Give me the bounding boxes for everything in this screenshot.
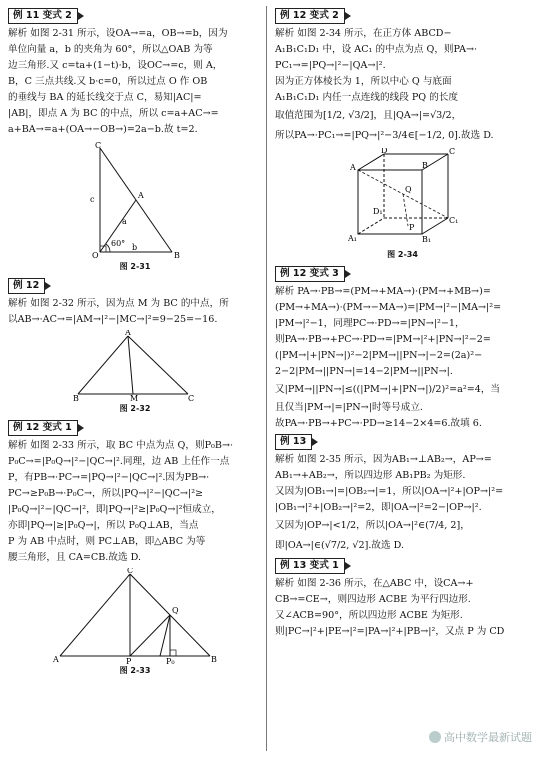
solution-line: 边三角形.又 c=ta+(1−t)·b，设OC→=c，则 A， xyxy=(8,60,223,71)
svg-text:A: A xyxy=(53,655,59,664)
left-column xyxy=(8,6,262,680)
svg-text:a: a xyxy=(122,217,127,226)
solution-line: 又因为|OP→|<1/2，所以|OA→|²∈(7/4, 2]， xyxy=(275,520,470,531)
solution-line: (|PM→|+|PN→|)²−2|PM→||PN→|−2=(2a)²− xyxy=(275,350,483,361)
example-tag: 例 13 变式 1 xyxy=(275,558,345,574)
svg-text:B₁: B₁ xyxy=(421,235,431,244)
solution-line: 解析 PA→·PB→=(PM→+MA→)·(PM→+MB→)= xyxy=(275,286,491,297)
svg-text:Q: Q xyxy=(404,185,412,194)
solution-line: 解析 如图 2-33 所示，取 BC 中点为点 Q，则P₀B→· xyxy=(8,440,234,451)
example-tag: 例 12 变式 1 xyxy=(8,420,78,436)
svg-text:C₁: C₁ xyxy=(448,216,458,225)
example-11-variant-2 xyxy=(8,6,262,272)
svg-text:B: B xyxy=(174,251,180,260)
example-12-variant-1 xyxy=(8,418,262,676)
solution-line: 又因为|OB₁→|=|OB₂→|=1，所以|OA→|²+|OP→|²= xyxy=(275,486,504,497)
example-13-variant-1 xyxy=(275,556,530,640)
svg-text:A: A xyxy=(138,191,144,200)
solution-line: PC₁→=|PQ→|²−|QA→|². xyxy=(275,60,386,71)
solution-line: 亦即|PQ→|≥|P₀Q→|，所以 P₀Q⊥AB，当点 xyxy=(8,520,199,531)
solution-line: a+BA→=a+(OA→−OB→)=2a−b.故 t=2. xyxy=(8,124,198,135)
solution-line: AB₁→+AB₂→，所以四边形 AB₁PB₂ 为矩形. xyxy=(275,470,466,481)
svg-text:C: C xyxy=(188,394,195,402)
column-divider xyxy=(266,6,267,751)
solution-line: 且仅当|PM→|=|PN→|时等号成立. xyxy=(275,402,423,413)
solution-line: |AB|，即点 A 为 BC 的中点，所以 c=a+AC→= xyxy=(8,108,219,119)
solution-line: P 为 AB 中点时，则 PC⊥AB，即△ABC 为等 xyxy=(8,536,206,547)
svg-text:60°: 60° xyxy=(111,239,126,248)
solution-line: 则PA→·PB→+PC→·PD→=|PM→|²+|PN→|²−2= xyxy=(275,334,491,345)
figure-caption: 图 2-33 xyxy=(119,666,151,675)
solution-line: 腰三角形，且 CA=CB.故选 D. xyxy=(8,552,141,563)
example-12-variant-3 xyxy=(275,264,530,432)
svg-text:D: D xyxy=(380,148,387,155)
solution-line: P，有PB→·PC→=|PQ→|²−|QC→|².因为PB→· xyxy=(8,472,210,483)
svg-text:C: C xyxy=(127,568,134,575)
figure-caption: 图 2-34 xyxy=(387,250,418,259)
svg-text:P₀: P₀ xyxy=(166,657,175,664)
svg-text:c: c xyxy=(90,195,95,204)
solution-line: 即|OA→|∈(√7/2, √2].故选 D. xyxy=(275,540,405,551)
solution-line: 解析 如图 2-32 所示，因为点 M 为 BC 的中点，所 xyxy=(8,298,229,309)
solution-line: 的垂线与 BA 的延长线交于点 C，易知|AC|= xyxy=(8,92,202,103)
figure-caption: 图 2-32 xyxy=(119,404,151,413)
figure-caption: 图 2-31 xyxy=(119,262,151,271)
svg-text:B: B xyxy=(211,655,217,664)
example-12 xyxy=(8,276,262,414)
svg-text:b: b xyxy=(132,243,138,252)
solution-line: 因为正方体棱长为 1，所以中心 Q 与底面 xyxy=(275,76,452,87)
example-12-variant-2 xyxy=(275,6,530,260)
example-tag: 例 11 变式 2 xyxy=(8,8,78,24)
solution-line: |P₀Q→|²−|QC→|²，即|PQ→|²≥|P₀Q→|²恒成立， xyxy=(8,504,221,515)
svg-text:P: P xyxy=(126,657,132,664)
solution-line: 以AB→·AC→=|AM→|²−|MC→|²=9−25=−16. xyxy=(8,314,218,325)
figure-2-32 xyxy=(70,330,200,402)
watermark-text: 高中数学最新试题 xyxy=(444,731,532,744)
solution-line: CB→=CE→，则四边形 ACBE 为平行四边形. xyxy=(275,594,471,605)
solution-line: 则|PC→|²+|PE→|²=|PA→|²+|PB→|²，又点 P 为 CD xyxy=(275,626,505,637)
solution-line: P₀C→=|P₀Q→|²−|QC→|².同理，边 AB 上任作一点 xyxy=(8,456,230,467)
example-13 xyxy=(275,432,530,556)
svg-text:C: C xyxy=(448,148,455,156)
figure-2-34 xyxy=(348,148,458,248)
example-tag: 例 12 xyxy=(8,278,45,294)
solution-line: (PM→+MA→)·(PM→−MA→)=|PM→|²−|MA→|²= xyxy=(275,302,502,313)
figure-2-31 xyxy=(80,140,190,260)
solution-line: B，C 三点共线.又 b·c=0，所以过点 O 作 OB xyxy=(8,76,208,87)
solution-line: 解析 如图 2-36 所示，在△ABC 中，设CA→+ xyxy=(275,578,474,589)
solution-line: 2−2|PM→||PN→|=14−2|PM→||PN→|. xyxy=(275,366,453,377)
solution-line: 又|PM→||PN→|≤((|PM→|+|PN→|)/2)²=a²=4，当 xyxy=(275,384,501,395)
watermark xyxy=(429,729,532,745)
svg-text:B: B xyxy=(421,161,428,170)
solution-line: 解析 如图 2-34 所示，在正方体 ABCD− xyxy=(275,28,452,39)
solution-line: 解析 如图 2-31 所示，设OA→=a，OB→=b，因为 xyxy=(8,28,228,39)
svg-text:A: A xyxy=(349,163,356,172)
right-column xyxy=(275,6,530,640)
solution-line: 所以PA→·PC₁→=|PQ→|²−3/4∈[−1/2, 0].故选 D. xyxy=(275,130,494,141)
example-tag: 例 12 变式 2 xyxy=(275,8,345,24)
solution-line: 单位向量 a，b 的夹角为 60°，所以△OAB 为等 xyxy=(8,44,213,55)
solution-line: |PM→|²−1，同理PC→·PD→=|PN→|²−1， xyxy=(275,318,465,329)
solution-line: 解析 如图 2-35 所示，因为AB₁→⊥AB₂→，AP→= xyxy=(275,454,492,465)
svg-text:M: M xyxy=(130,394,139,402)
svg-text:O: O xyxy=(92,251,99,260)
solution-line: A₁B₁C₁D₁ 中，设 AC₁ 的中点为点 Q，则PA→· xyxy=(275,44,478,55)
svg-text:A₁: A₁ xyxy=(347,234,357,243)
example-tag: 例 13 xyxy=(275,434,312,450)
svg-text:P: P xyxy=(408,223,414,232)
wechat-icon xyxy=(429,731,441,743)
solution-line: 故PA→·PB→+PC→·PD→≥14−2×4=6.故填 6. xyxy=(275,418,482,429)
svg-text:D₁: D₁ xyxy=(372,207,383,216)
example-tag: 例 12 变式 3 xyxy=(275,266,345,282)
figure-2-33 xyxy=(50,568,220,664)
solution-line: PC→≥P₀B→·P₀C→，所以|PQ→|²−|QC→|²≥ xyxy=(8,488,204,499)
solution-line: 又∠ACB=90°，所以四边形 ACBE 为矩形. xyxy=(275,610,463,621)
solution-line: 取值范围为[1/2, √3/2]，且|QA→|=√3/2， xyxy=(275,110,462,121)
svg-text:A: A xyxy=(125,330,131,337)
svg-text:Q: Q xyxy=(172,606,179,615)
svg-text:B: B xyxy=(73,394,79,402)
svg-text:C: C xyxy=(95,141,102,150)
solution-line: |OB₁→|²+|OB₂→|²=2，即|OA→|²=2−|OP→|². xyxy=(275,502,482,513)
solution-line: A₁B₁C₁D₁ 内任一点连线的线段 PQ 的长度 xyxy=(275,92,458,103)
